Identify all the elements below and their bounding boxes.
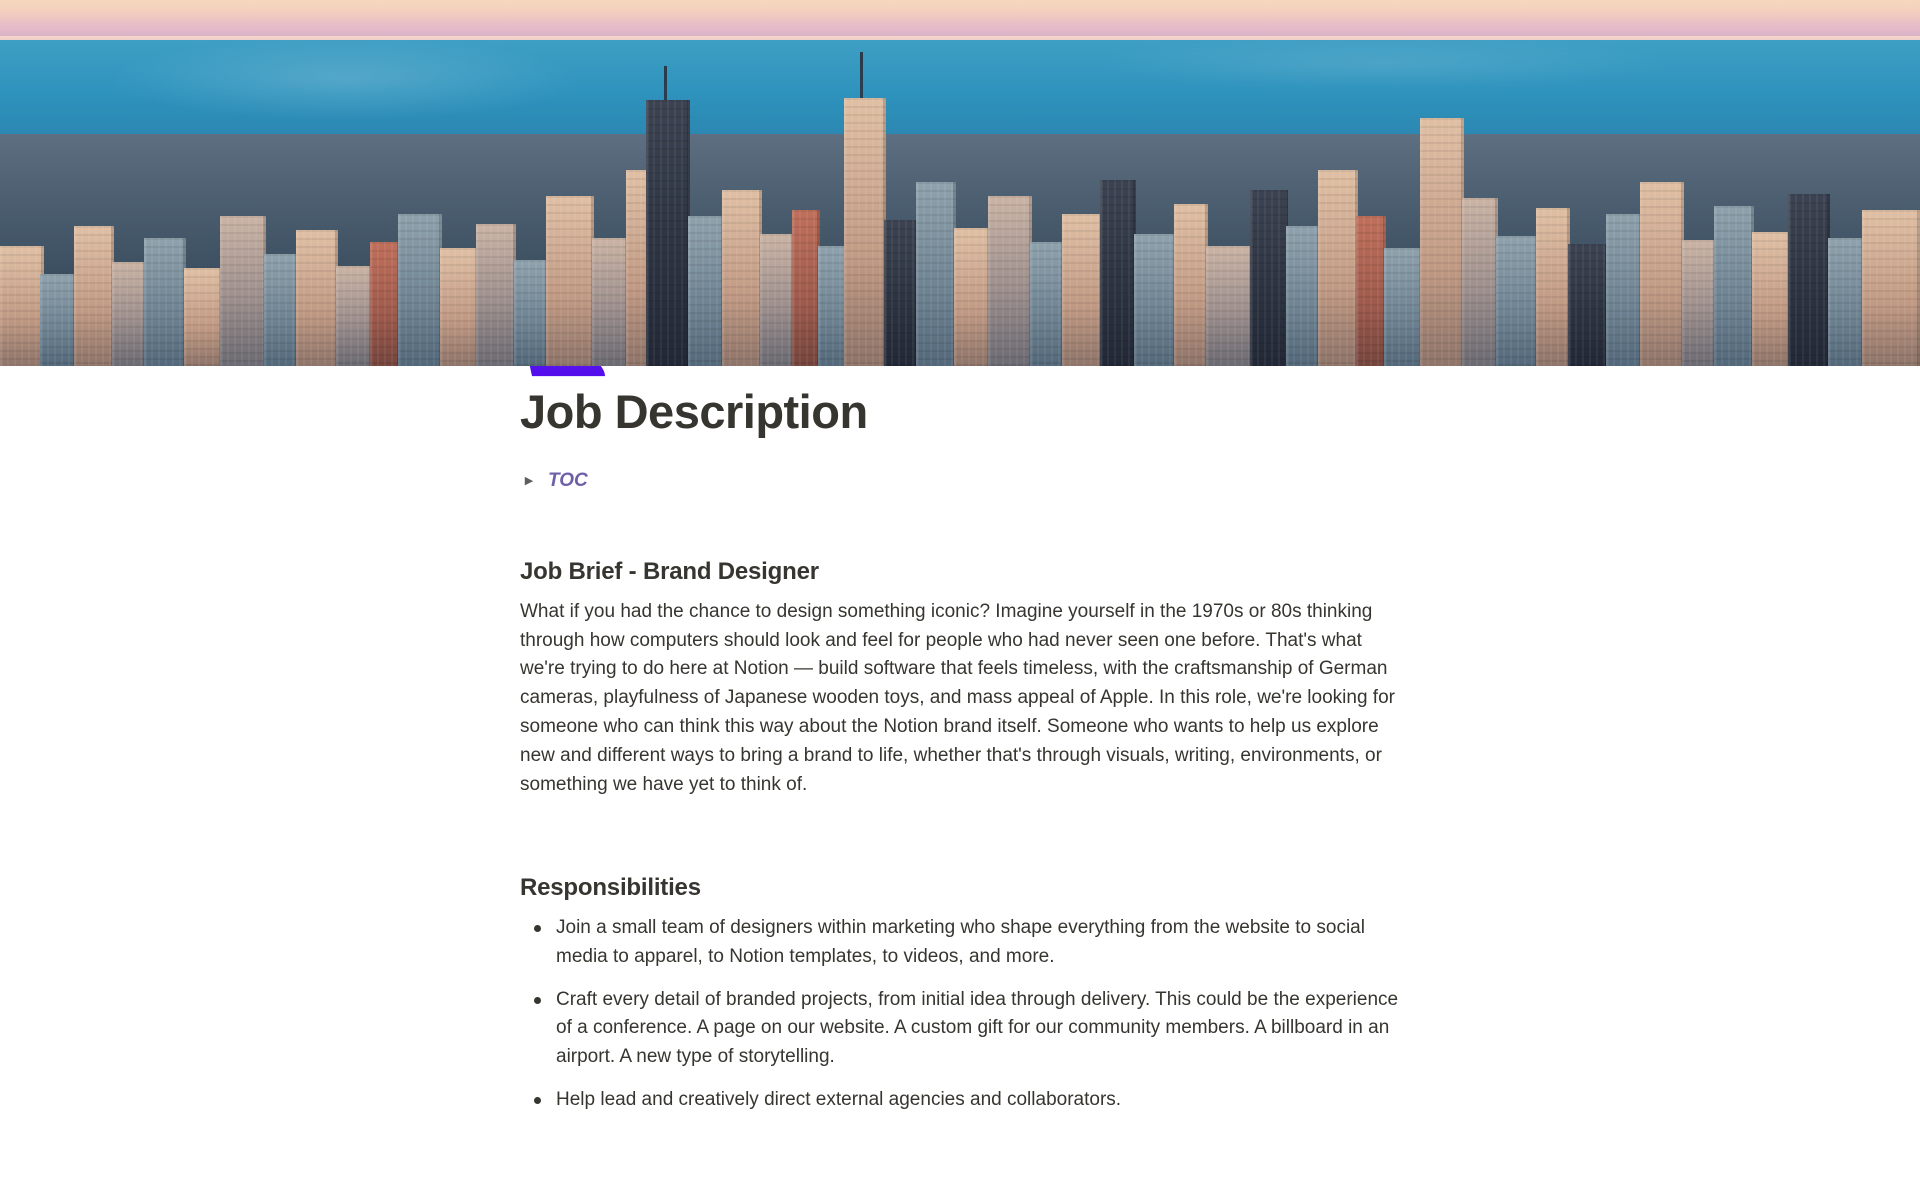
toc-toggle-label[interactable]: TOC: [548, 469, 588, 491]
chevron-right-icon[interactable]: ▶: [524, 475, 534, 488]
job-brief-paragraph[interactable]: What if you had the chance to design something iconic? Imagine yourself in the 1970s or 80s thinking through how computers should look and feel for people who had never seen one before. That's what we're trying to do here at Notion — build software that feels timeless, with the craftsmanship of German cameras, playfulness of Japanese wooden toys, and mass appeal of Apple. In this role, we're looking for someone who can think this way about the Notion brand itself. Someone who wants to help us explore new and different ways to bring a brand to life, whether that's through visuals, writing, environments, or something we have yet to think of.: [520, 600, 1395, 795]
list-item[interactable]: Join a small team of designers within marketing who shape everything from the website to social media to apparel, to Notion templates, to videos, and more.: [520, 914, 1410, 972]
list-item[interactable]: Craft every detail of branded projects, from initial idea through delivery. This could be the experience of a conference. A page on our website. A custom gift for our community members. A billboard in an airport. A new type of storytelling.: [520, 986, 1410, 1073]
responsibilities-list: [520, 914, 1410, 1115]
toc-toggle-block[interactable]: [520, 466, 1410, 496]
list-item[interactable]: Help lead and creatively direct external agencies and collaborators.: [520, 1086, 1410, 1115]
section-heading-job-brief[interactable]: Job Brief - Brand Designer: [520, 557, 819, 585]
cover-buildings: [0, 104, 1920, 366]
section-heading-responsibilities[interactable]: Responsibilities: [520, 873, 701, 901]
page-title[interactable]: Job Description: [520, 385, 868, 438]
cover-image[interactable]: [0, 0, 1920, 366]
document-content: [0, 294, 1920, 1169]
